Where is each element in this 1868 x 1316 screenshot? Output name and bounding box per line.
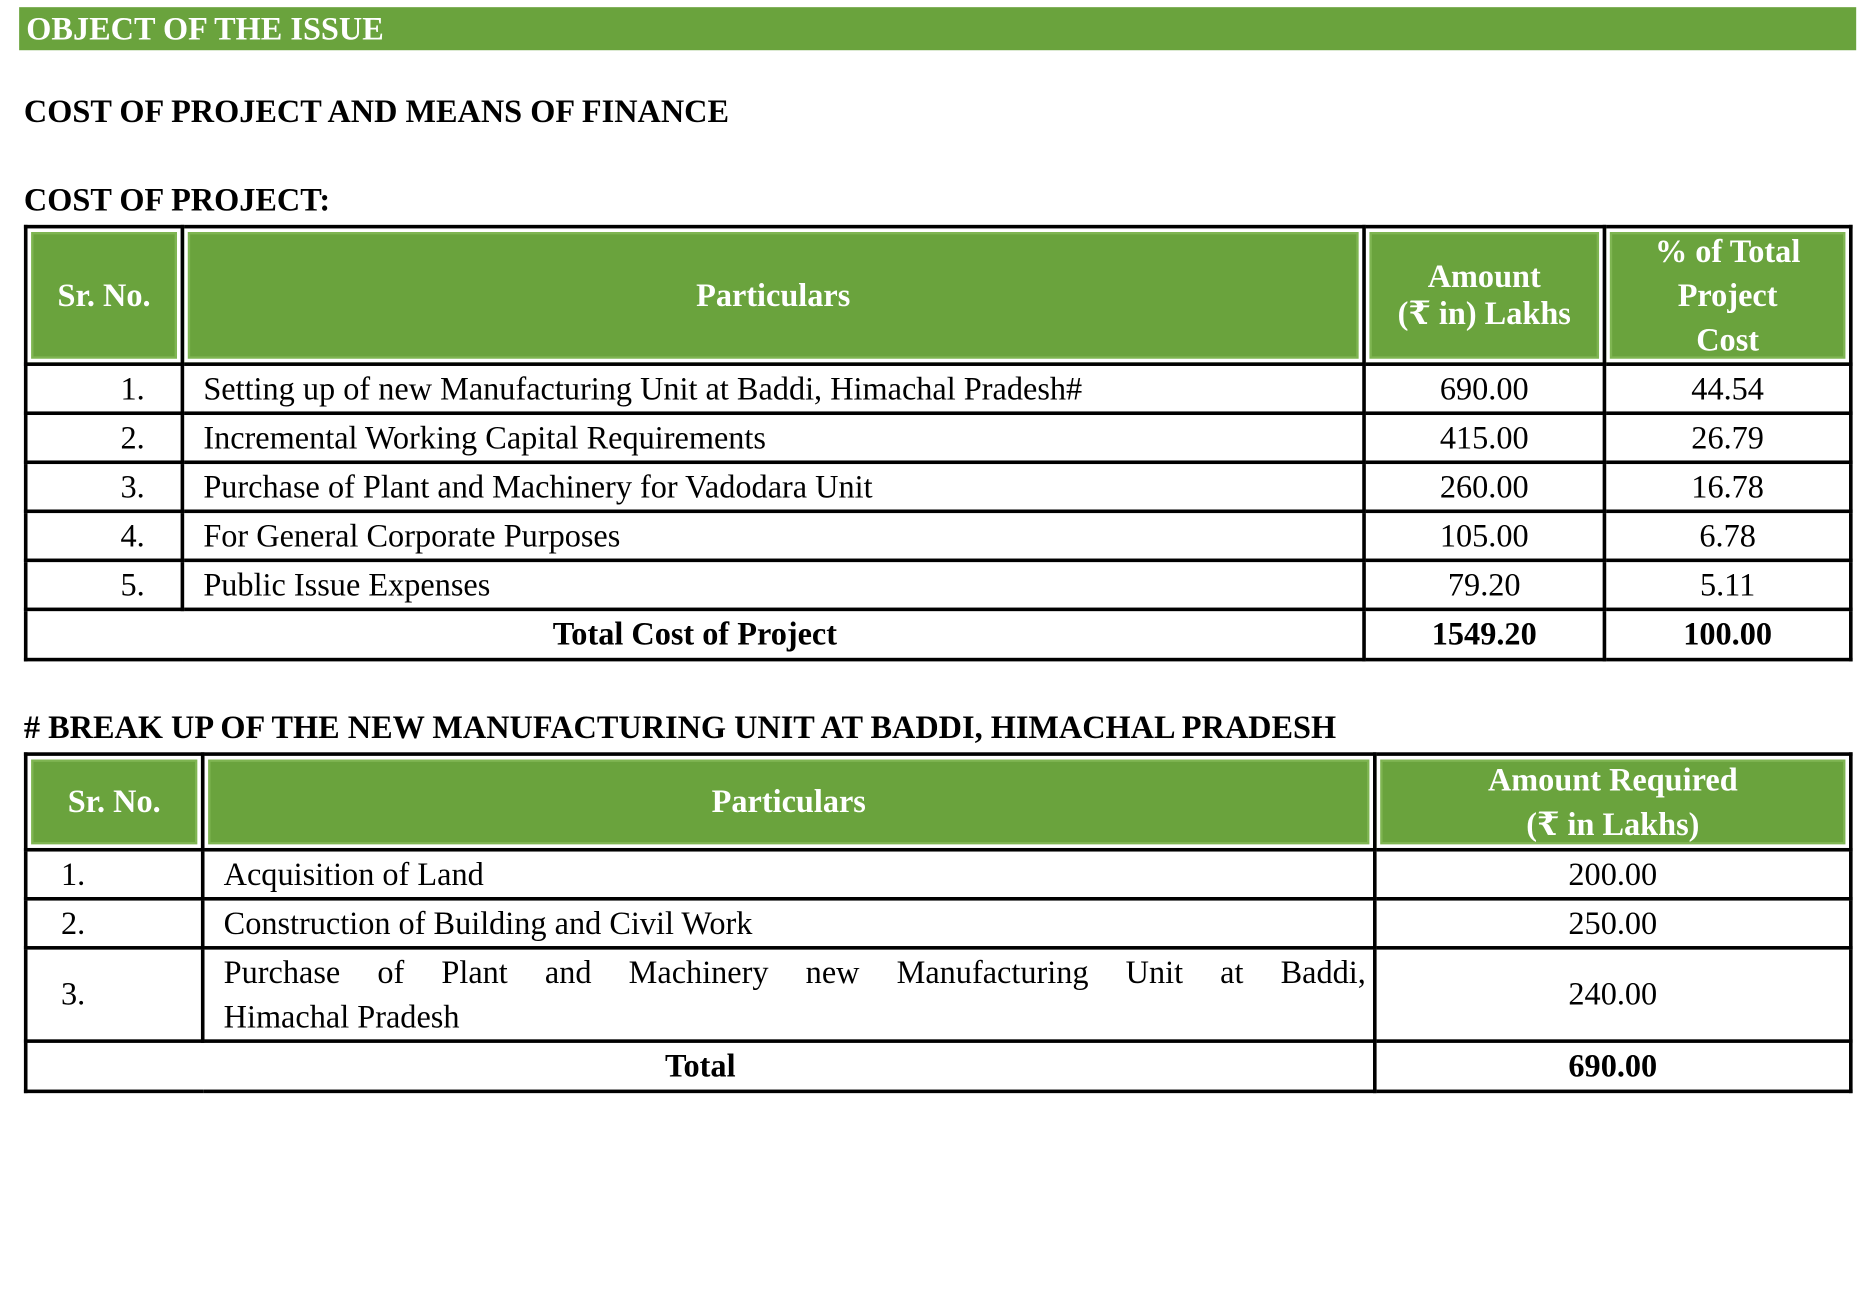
row-sr-no: 2. [26, 413, 183, 462]
row-particulars: Acquisition of Land [203, 850, 1375, 899]
main-heading: COST OF PROJECT AND MEANS OF FINANCE [23, 93, 730, 130]
row-amount: 79.20 [1364, 560, 1604, 609]
header-amount-line2: (₹ in) Lakhs [1397, 295, 1571, 332]
table-row [26, 899, 1851, 948]
header-sr-no: Sr. No. [26, 227, 183, 365]
row-amount: 250.00 [1375, 899, 1851, 948]
row-particulars [203, 948, 1375, 1041]
row-sr-no: 1. [26, 364, 183, 413]
row-sr-no: 3. [26, 948, 203, 1041]
row-particulars: Setting up of new Manufacturing Unit at Baddi, Himachal Pradesh# [182, 364, 1364, 413]
total-percent: 100.00 [1604, 609, 1850, 659]
row-amount: 690.00 [1364, 364, 1604, 413]
header-particulars: Particulars [182, 227, 1364, 365]
row-sr-no: 5. [26, 560, 183, 609]
table-row [26, 560, 1851, 609]
table-row [26, 364, 1851, 413]
header-percent-line1: % of Total [1654, 232, 1801, 269]
total-row [26, 609, 1851, 659]
row-sr-no: 4. [26, 511, 183, 560]
row-particulars: Construction of Building and Civil Work [203, 899, 1375, 948]
table-row [26, 511, 1851, 560]
total-row [26, 1041, 1851, 1091]
row-particulars-line1: Purchase of Plant and Machinery new Manufacturing Unit at Baddi, [223, 953, 1366, 990]
header-amount [1364, 227, 1604, 365]
row-sr-no: 3. [26, 462, 183, 511]
header-amount-line1: Amount [1427, 258, 1541, 295]
row-particulars: Incremental Working Capital Requirements [182, 413, 1364, 462]
row-percent: 26.79 [1604, 413, 1850, 462]
row-particulars: Public Issue Expenses [182, 560, 1364, 609]
cost-of-project-table [24, 225, 1853, 662]
table-row [26, 462, 1851, 511]
row-amount: 240.00 [1375, 948, 1851, 1041]
row-particulars-line2: Himachal Pradesh [223, 998, 460, 1034]
section-banner: OBJECT OF THE ISSUE [19, 7, 1856, 50]
table-header-row [26, 754, 1851, 850]
row-percent: 44.54 [1604, 364, 1850, 413]
header-amount-required [1375, 754, 1851, 850]
table-header-row [26, 227, 1851, 365]
row-percent: 6.78 [1604, 511, 1850, 560]
header-percent [1604, 227, 1850, 365]
row-sr-no: 1. [26, 850, 203, 899]
total-label: Total [26, 1041, 1375, 1091]
row-percent: 16.78 [1604, 462, 1850, 511]
cost-of-project-heading: COST OF PROJECT: [23, 181, 331, 218]
total-amount: 1549.20 [1364, 609, 1604, 659]
table-row [26, 413, 1851, 462]
row-particulars: Purchase of Plant and Machinery for Vadodara Unit [182, 462, 1364, 511]
header-percent-line3: Cost [1696, 321, 1760, 358]
table-row [26, 850, 1851, 899]
header-percent-line2: Project [1677, 276, 1778, 313]
total-amount: 690.00 [1375, 1041, 1851, 1091]
total-label: Total Cost of Project [26, 609, 1364, 659]
row-amount: 105.00 [1364, 511, 1604, 560]
header-amount-required-line2: (₹ in Lakhs) [1526, 805, 1700, 842]
row-amount: 260.00 [1364, 462, 1604, 511]
row-amount: 200.00 [1375, 850, 1851, 899]
row-amount: 415.00 [1364, 413, 1604, 462]
breakup-heading: # BREAK UP OF THE NEW MANUFACTURING UNIT AT BADDI, HIMACHAL PRADESH [23, 709, 1337, 746]
header-sr-no: Sr. No. [26, 754, 203, 850]
row-percent: 5.11 [1604, 560, 1850, 609]
header-amount-required-line1: Amount Required [1487, 761, 1738, 798]
breakup-table [24, 752, 1853, 1093]
row-sr-no: 2. [26, 899, 203, 948]
header-particulars: Particulars [203, 754, 1375, 850]
row-particulars: For General Corporate Purposes [182, 511, 1364, 560]
table-row [26, 948, 1851, 1041]
